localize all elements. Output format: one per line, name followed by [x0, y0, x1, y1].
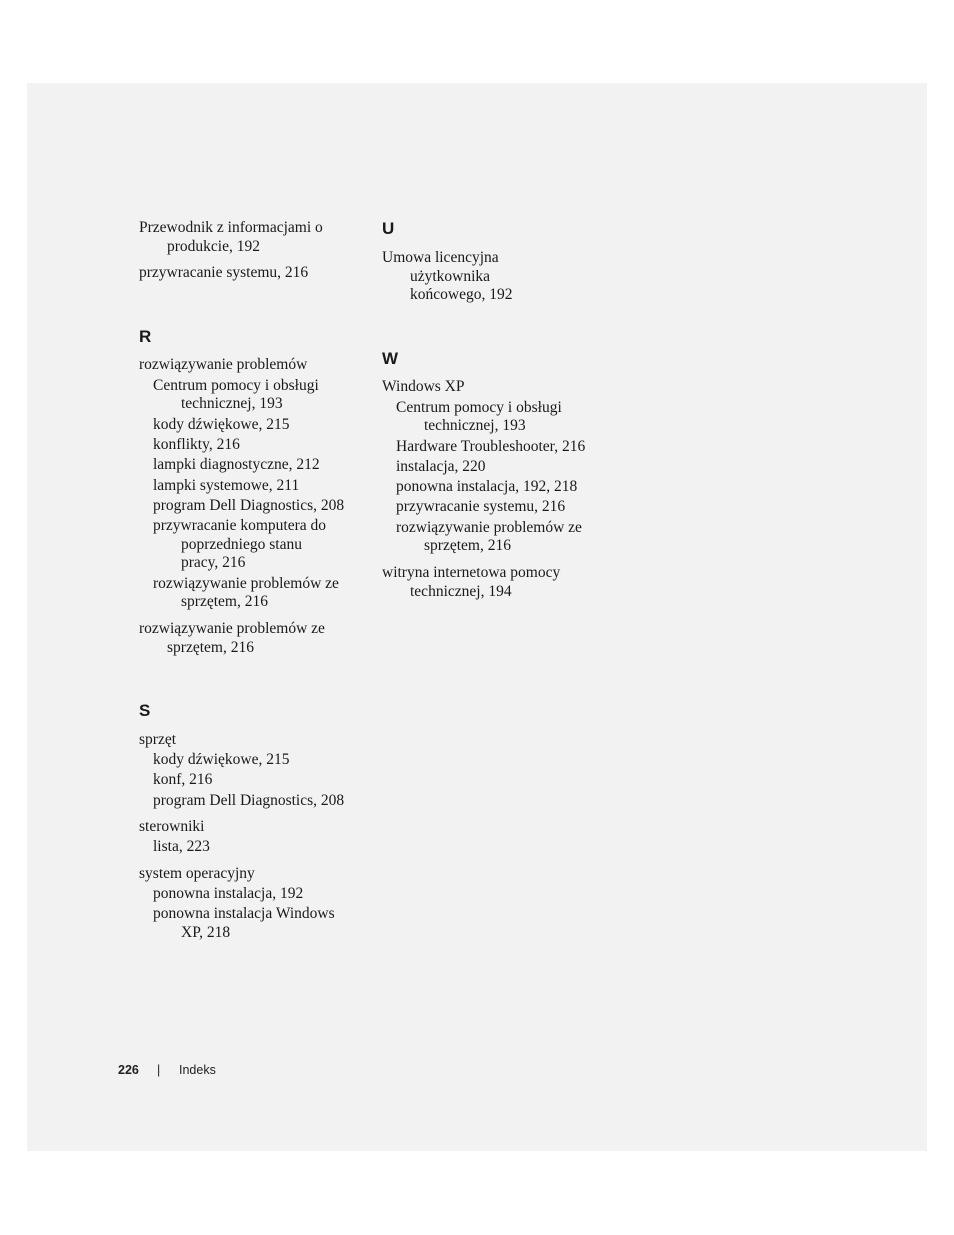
index-subentry: Centrum pomocy i obsługi: [153, 377, 319, 394]
index-subentry: lampki systemowe, 211: [153, 477, 300, 494]
index-subentry: konf, 216: [153, 771, 213, 788]
index-entry: Umowa licencyjna: [382, 249, 499, 266]
index-subentry: instalacja, 220: [396, 458, 486, 475]
footer-section-name: Indeks: [179, 1063, 216, 1077]
index-subentry: przywracanie systemu, 216: [396, 498, 566, 515]
index-subentry: program Dell Diagnostics, 208: [153, 792, 345, 809]
index-subentry: konflikty, 216: [153, 436, 240, 453]
index-entry: przywracanie systemu, 216: [139, 264, 309, 281]
index-entry: Windows XP: [382, 378, 465, 395]
index-entry: rozwiązywanie problemów ze: [139, 620, 325, 637]
index-letter-heading: U: [382, 219, 395, 238]
footer-separator: |: [157, 1063, 161, 1077]
index-subentry: kody dźwiękowe, 215: [153, 751, 290, 768]
index-subentry: rozwiązywanie problemów ze: [396, 519, 582, 536]
index-subentry-continuation: pracy, 216: [181, 554, 246, 571]
index-subentry: program Dell Diagnostics, 208: [153, 497, 345, 514]
index-letter-heading: R: [139, 327, 152, 346]
index-entry-continuation: sprzętem, 216: [167, 639, 254, 656]
index-entry: system operacyjny: [139, 865, 255, 882]
index-subentry: lista, 223: [153, 838, 210, 855]
index-subentry: ponowna instalacja, 192, 218: [396, 478, 578, 495]
index-entry: witryna internetowa pomocy: [382, 564, 561, 581]
index-entry-continuation: technicznej, 194: [410, 583, 512, 600]
index-subentry-continuation: sprzętem, 216: [181, 593, 268, 610]
index-entry: Przewodnik z informacjami o: [139, 219, 323, 236]
index-subentry: Centrum pomocy i obsługi: [396, 399, 562, 416]
index-subentry-continuation: XP, 218: [181, 924, 231, 941]
index-subentry: ponowna instalacja Windows: [153, 905, 335, 922]
index-entry-continuation: końcowego, 192: [410, 286, 513, 303]
index-subentry: Hardware Troubleshooter, 216: [396, 438, 586, 455]
page-number: 226: [118, 1063, 139, 1077]
index-subentry: ponowna instalacja, 192: [153, 885, 304, 902]
index-letter-heading: S: [139, 701, 151, 720]
index-subentry-continuation: technicznej, 193: [424, 417, 526, 434]
index-entry: sterowniki: [139, 818, 205, 835]
index-entry-continuation: produkcie, 192: [167, 238, 260, 255]
index-subentry-continuation: poprzedniego stanu: [181, 536, 302, 553]
index-entry-continuation: użytkownika: [410, 268, 491, 285]
index-subentry-continuation: sprzętem, 216: [424, 537, 511, 554]
index-subentry: lampki diagnostyczne, 212: [153, 456, 320, 473]
index-entry: sprzęt: [139, 731, 177, 748]
index-subentry: przywracanie komputera do: [153, 517, 327, 534]
index-subentry: kody dźwiękowe, 215: [153, 416, 290, 433]
index-subentry-continuation: technicznej, 193: [181, 395, 283, 412]
index-entry: rozwiązywanie problemów: [139, 356, 308, 373]
page-sheet: [27, 83, 927, 1151]
index-letter-heading: W: [382, 349, 399, 368]
index-subentry: rozwiązywanie problemów ze: [153, 575, 339, 592]
